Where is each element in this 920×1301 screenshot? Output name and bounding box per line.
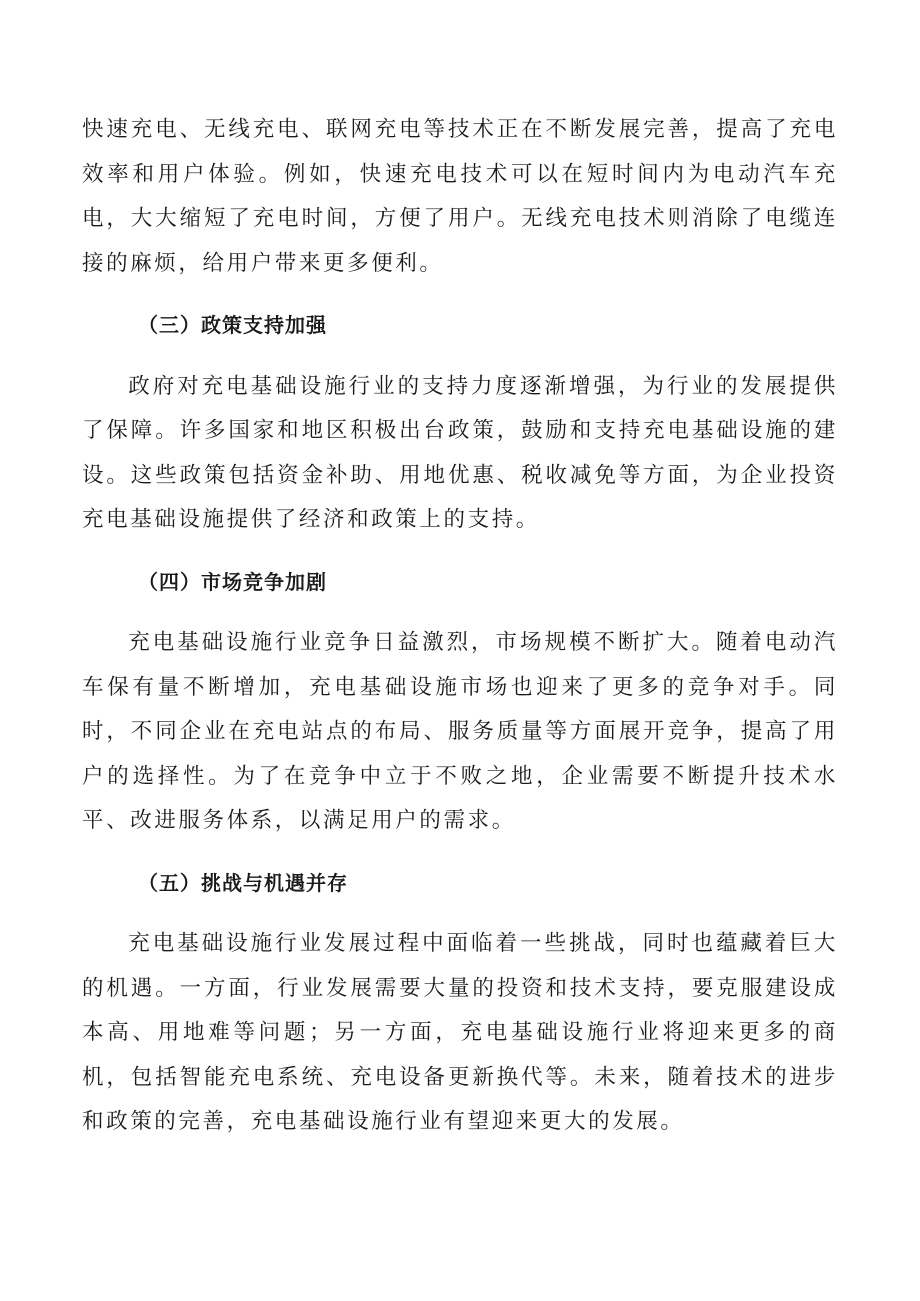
section-heading-challenges-opportunities: （五）挑战与机遇并存 [138, 870, 348, 895]
continuation-paragraph: 快速充电、无线充电、联网充电等技术正在不断发展完善，提高了充电效率和用户体验。例如，快速充电技术可以在短时间内为电动汽车充电，大大缩短了充电时间，方便了用户。无线充电技术则消除了电缆连接的麻烦，给用户带来更多便利。 [82, 117, 838, 276]
section-heading-policy-support: （三）政策支持加强 [138, 313, 327, 337]
section-heading-market-competition: （四）市场竞争加剧 [138, 569, 327, 594]
section-body-policy-support: 政府对充电基础设施行业的支持力度逐渐增强，为行业的发展提供了保障。许多国家和地区积极出台政策，鼓励和支持充电基础设施的建设。这些政策包括资金补助、用地优惠、税收减免等方面，为企业投资充电基础设施提供了经济和政策上的支持。 [82, 373, 838, 532]
section-body-market-competition: 充电基础设施行业竞争日益激烈，市场规模不断扩大。随着电动汽车保有量不断增加，充电基础设施市场也迎来了更多的竞争对手。同时，不同企业在充电站点的布局、服务质量等方面展开竞争，提高了用户的选择性。为了在竞争中立于不败之地，企业需要不断提升技术水平、改进服务体系，以满足用户的需求。 [82, 630, 838, 833]
section-body-challenges-opportunities: 充电基础设施行业发展过程中面临着一些挑战，同时也蕴藏着巨大的机遇。一方面，行业发展需要大量的投资和技术支持，要克服建设成本高、用地难等问题；另一方面，充电基础设施行业将迎来更多的商机，包括智能充电系统、充电设备更新换代等。未来，随着技术的进步和政策的完善，充电基础设施行业有望迎来更大的发展。 [82, 931, 838, 1134]
